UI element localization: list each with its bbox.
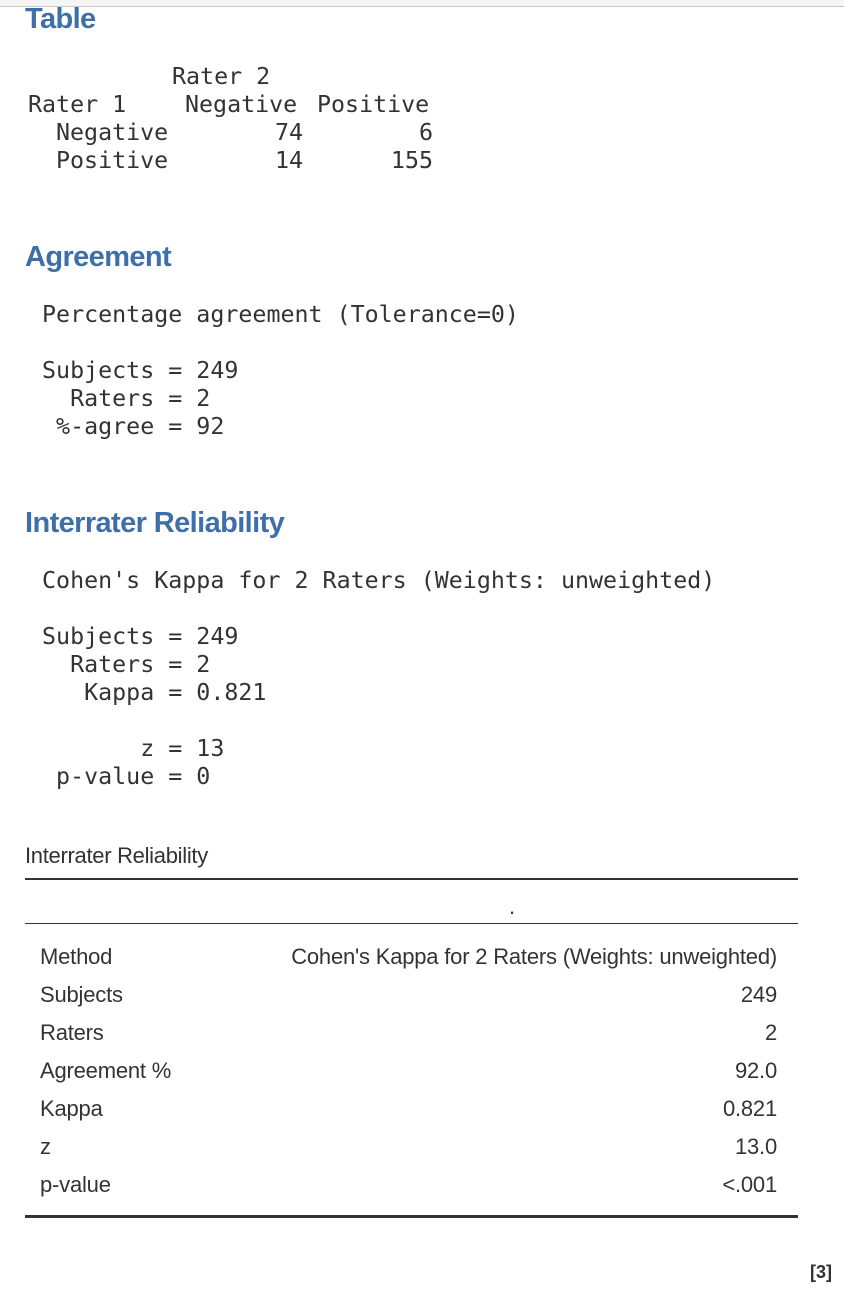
row-value: <.001 (722, 1172, 777, 1197)
row-label: z (40, 1134, 51, 1159)
table-row (40, 1058, 777, 1088)
cell-negative-negative: 74 (274, 119, 303, 146)
table-row (40, 1020, 777, 1050)
agreement-output: Percentage agreement (Tolerance=0) Subjects = 249 Raters = 2 %-agree = 92 (42, 301, 519, 440)
table-bottom-rule (25, 1215, 798, 1218)
row-header-group: Rater 1 (28, 91, 127, 118)
row-value: Cohen's Kappa for 2 Raters (Weights: unweighted) (291, 944, 777, 969)
table-header-placeholder: . (509, 894, 516, 919)
footnote-reference[interactable]: [3] (810, 1262, 832, 1282)
cell-positive-negative: 14 (274, 147, 303, 174)
top-border (0, 0, 844, 7)
table-top-rule (25, 878, 798, 880)
section-heading-agreement: Agreement (25, 241, 172, 273)
row-label-negative: Negative (56, 119, 169, 146)
col-label-positive: Positive (317, 91, 430, 118)
row-value: 13.0 (734, 1134, 777, 1159)
results-table-title: Interrater Reliability (25, 843, 208, 868)
cell-positive-positive: 155 (390, 147, 433, 174)
table-row (40, 1134, 777, 1164)
row-label: Method (40, 944, 113, 969)
col-header-group: Rater 2 (172, 63, 271, 90)
row-value: 249 (740, 982, 777, 1007)
row-label: Agreement % (40, 1058, 172, 1083)
row-label: p-value (40, 1172, 111, 1197)
table-header-rule (25, 923, 798, 924)
reliability-output: Cohen's Kappa for 2 Raters (Weights: unweighted) Subjects = 249 Raters = 2 Kappa = 0.821 z = 13 p-value = 0 (42, 567, 716, 790)
table-row (40, 982, 777, 1012)
row-label: Subjects (40, 982, 123, 1007)
row-label-positive: Positive (56, 147, 169, 174)
row-value: 2 (764, 1020, 777, 1045)
table-row (40, 944, 777, 974)
table-row (40, 1172, 777, 1202)
row-value: 0.821 (722, 1096, 777, 1121)
row-value: 92.0 (734, 1058, 777, 1083)
row-label: Raters (40, 1020, 104, 1045)
table-row (40, 1096, 777, 1126)
row-label: Kappa (40, 1096, 103, 1121)
cell-negative-positive: 6 (418, 119, 433, 146)
section-heading-reliability: Interrater Reliability (25, 507, 285, 539)
section-heading-table: Table (25, 3, 96, 35)
col-label-negative: Negative (185, 91, 298, 118)
